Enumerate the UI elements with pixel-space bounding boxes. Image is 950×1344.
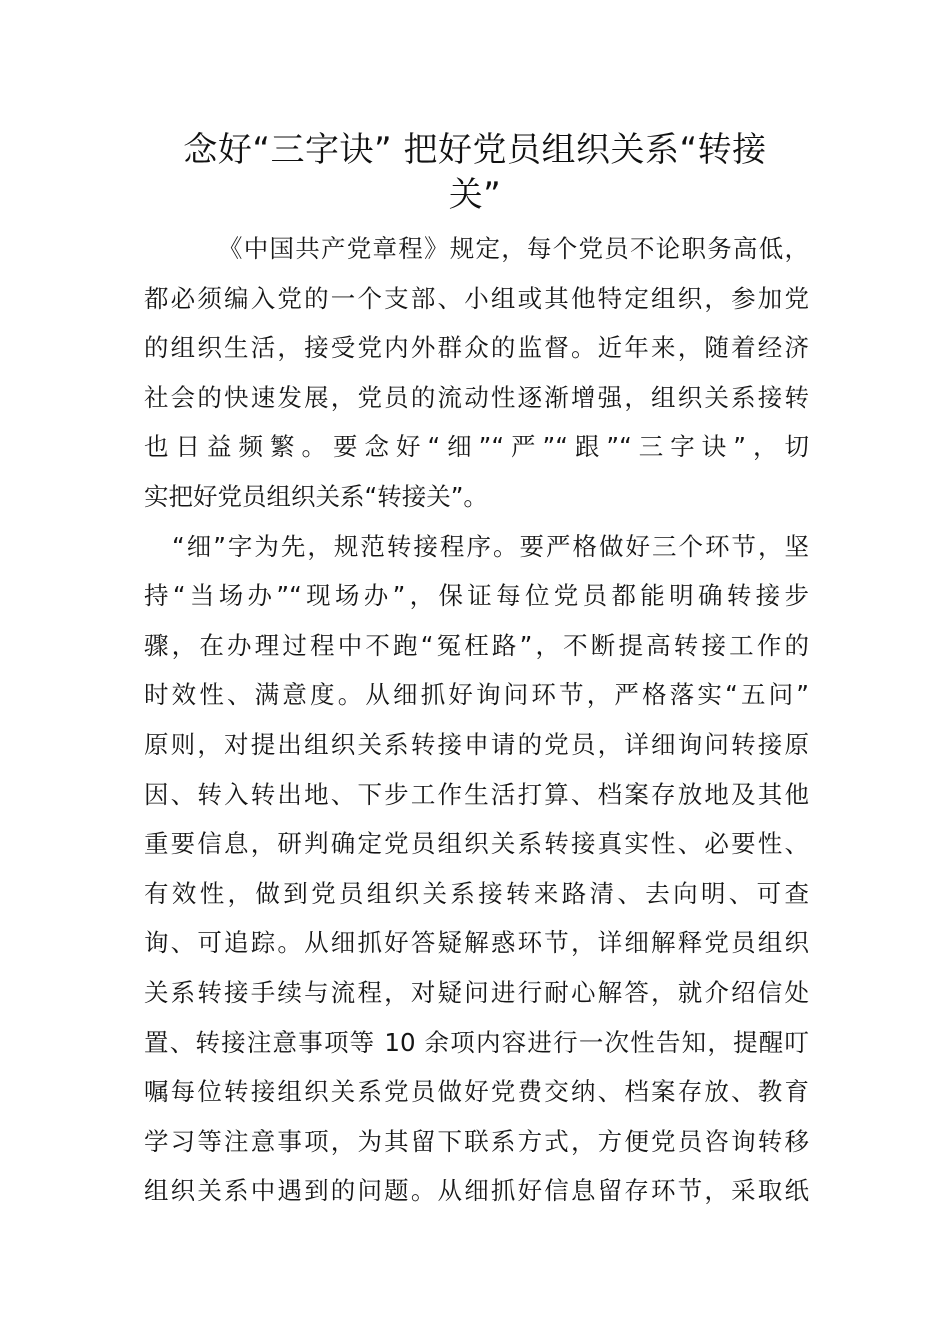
paragraph-xi [144,522,809,1216]
text-line: 实把好党员组织关系“转接关”。 [144,481,488,511]
title-line-2: 关” [448,175,502,215]
text-line: 原则，对提出组织关系转接申请的党员，详细询问转接原 [144,729,809,759]
text-line: 有效性，做到党员组织关系接转来路清、去向明、可查 [144,878,809,908]
text-line: 学习等注意事项，为其留下联系方式，方便党员咨询转移 [144,1126,809,1156]
text-line: 都必须编入党的一个支部、小组或其他特定组织，参加党 [144,283,809,313]
text-line: 时效性、满意度。从细抓好询问环节，严格落实“五问” [144,680,809,710]
text-line: 《中国共产党章程》规定，每个党员不论职务高低， [218,234,809,263]
text-line: 社会的快速发展，党员的流动性逐渐增强，组织关系接转 [144,382,809,412]
text-line: 骤，在办理过程中不跑“冤枉路”，不断提高转接工作的 [144,630,809,660]
text-line: “细”字为先，规范转接程序。要严格做好三个环节，坚 [172,531,809,561]
text-line: 重要信息，研判确定党员组织关系转接真实性、必要性、 [144,829,809,859]
text-line: 组织关系中遇到的问题。从细抓好信息留存环节，采取纸 [144,1176,809,1206]
document-body [144,224,809,1216]
paragraph-intro [144,224,809,522]
text-line: 嘱每位转接组织关系党员做好党费交纳、档案存放、教育 [144,1077,809,1107]
text-line: 持“当场办”“现场办”，保证每位党员都能明确转接步 [144,581,809,611]
text-line: 询、可追踪。从细抓好答疑解惑环节，详细解释党员组织 [144,928,809,958]
text-line: 因、转入转出地、下步工作生活打算、档案存放地及其他 [144,779,809,809]
text-line: 也日益频繁。要念好“细”“严”“跟”“三字诀”，切 [144,432,809,462]
title-line-1: 念好“三字诀” 把好党员组织关系“转接 [183,130,767,170]
text-line: 置、转接注意事项等 10 余项内容进行一次性告知，提醒叮 [144,1027,809,1057]
text-line: 关系转接手续与流程，对疑问进行耐心解答，就介绍信处 [144,977,809,1007]
page-title [140,128,810,218]
text-line: 的组织生活，接受党内外群众的监督。近年来，随着经济 [144,333,809,363]
